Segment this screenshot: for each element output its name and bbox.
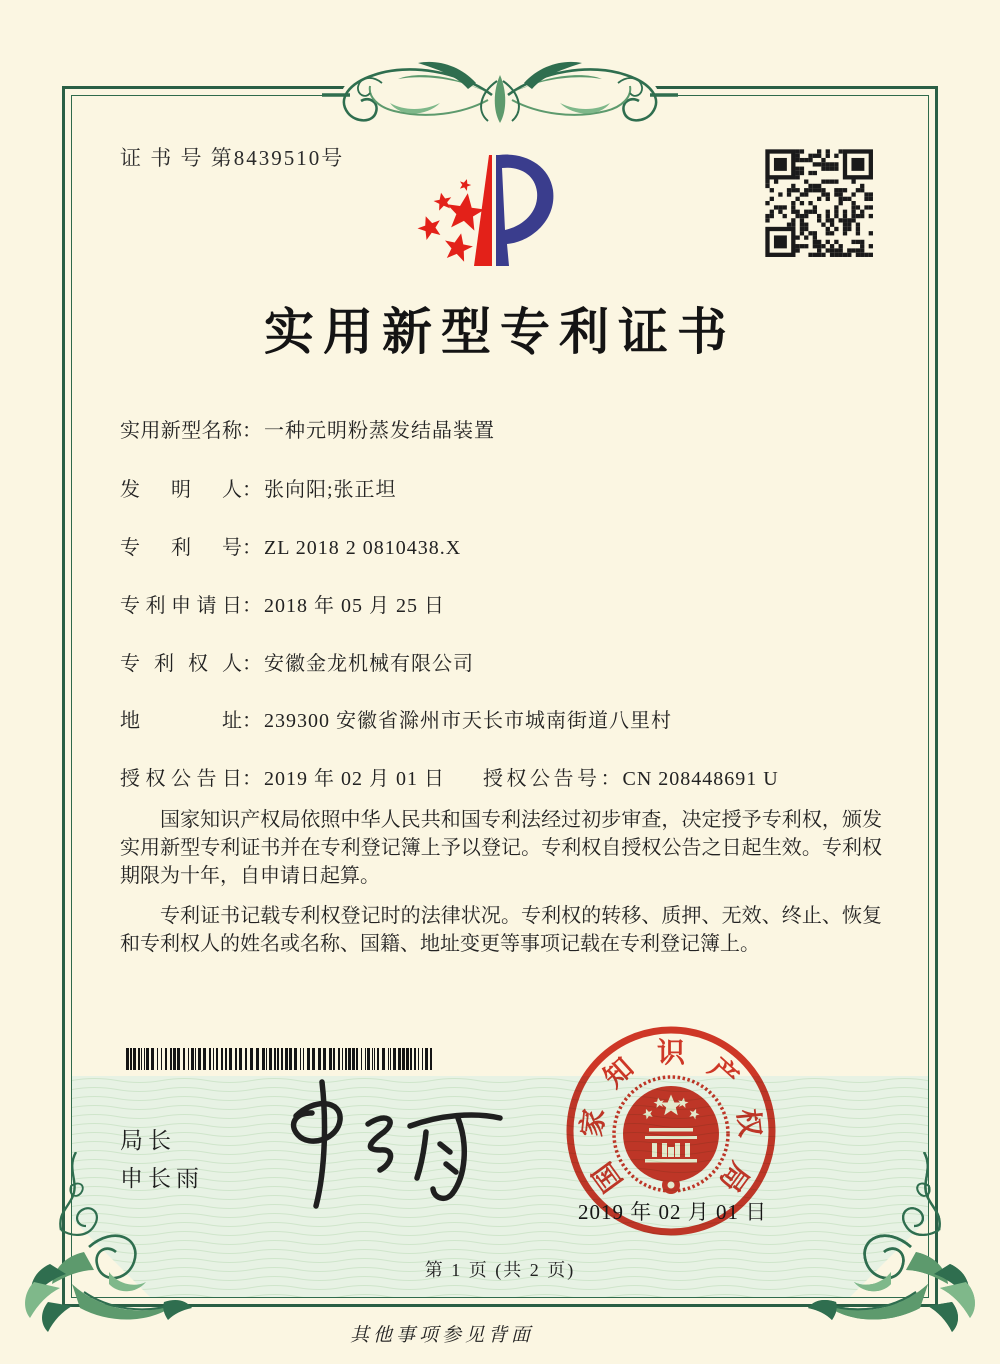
logo-blue-p [496, 155, 553, 266]
field-label: 授权公告日 [120, 768, 242, 790]
field-value: ZL 2018 2 0810438.X [264, 537, 462, 559]
field-row-patentee [120, 647, 900, 675]
qr-code [763, 147, 880, 264]
field-label: 授权公告号 [483, 768, 601, 790]
director-signature [262, 1072, 514, 1220]
legal-paragraph-1: 国家知识产权局依照中华人民共和国专利法经过初步审查，决定授予专利权，颁发实用新型专利证书并在专利登记簿上予以登记。专利权自授权公告之日起生效。专利权期限为十年，自申请日起算。 [120, 809, 882, 887]
back-side-note: 其他事项参见背面 [349, 1325, 534, 1346]
field-colon: ： [242, 537, 262, 559]
field-value: 2019 年 02 月 01 日 [264, 768, 445, 790]
director-name: 申长雨 [120, 1165, 204, 1191]
field-colon: ： [242, 653, 262, 675]
field-value: 2018 年 05 月 25 日 [264, 595, 445, 617]
cnipa-logo [403, 138, 599, 290]
field-label: 发明人 [120, 479, 242, 501]
field-colon: ： [600, 768, 621, 790]
field-colon: ： [242, 479, 262, 501]
barcode [126, 1048, 434, 1070]
field-colon: ： [242, 420, 262, 442]
svg-text:家: 家 [577, 1107, 611, 1139]
svg-text:产: 产 [702, 1052, 744, 1095]
field-colon: ： [242, 595, 262, 617]
page-number-info: 第 1 页 (共 2 页) [424, 1260, 576, 1280]
director-title-label: 局长 [120, 1127, 176, 1153]
field-value: 安徽金龙机械有限公司 [264, 653, 474, 675]
field-label: 实用新型名称 [120, 420, 242, 442]
svg-text:知: 知 [598, 1052, 640, 1095]
field-value: 张向阳;张正坦 [264, 479, 397, 501]
field-row-grant-date [120, 762, 900, 790]
field-label: 专利号 [120, 537, 242, 559]
field-row-filing-date [120, 589, 900, 617]
field-label: 专利权人 [120, 653, 242, 675]
svg-text:权: 权 [731, 1107, 765, 1139]
field-colon: ： [242, 768, 262, 790]
svg-text:识: 识 [656, 1038, 686, 1069]
field-label: 地址 [120, 710, 242, 732]
field-row-patent-no [120, 531, 900, 559]
logo-stars [415, 177, 487, 263]
field-label: 专利申请日 [120, 595, 242, 617]
svg-text:国: 国 [587, 1156, 630, 1197]
field-colon: ： [242, 710, 262, 732]
legal-paragraph-2: 专利证书记载专利权登记时的法律状况。专利权的转移、质押、无效、终止、恢复和专利权人的姓名或名称、国籍、地址变更等事项记载在专利登记簿上。 [120, 905, 882, 955]
field-value: 239300 安徽省滁州市天长市城南街道八里村 [264, 710, 672, 732]
field-row-inventor [120, 473, 900, 501]
svg-text:局: 局 [712, 1156, 755, 1197]
field-value: 一种元明粉蒸发结晶装置 [264, 420, 495, 442]
legal-text-block [120, 806, 882, 958]
seal-date: 2019 年 02 月 01 日 [578, 1200, 768, 1224]
field-value: CN 208448691 U [622, 768, 779, 790]
national-emblem [614, 1077, 728, 1194]
field-row-name [120, 414, 900, 442]
field-grant-announcement-no [483, 762, 779, 791]
top-flourish-ornament [315, 48, 685, 148]
certificate-number: 证 书 号 第8439510号 [120, 146, 345, 170]
field-row-address [120, 704, 900, 732]
certificate-title: 实用新型专利证书 [264, 304, 736, 360]
